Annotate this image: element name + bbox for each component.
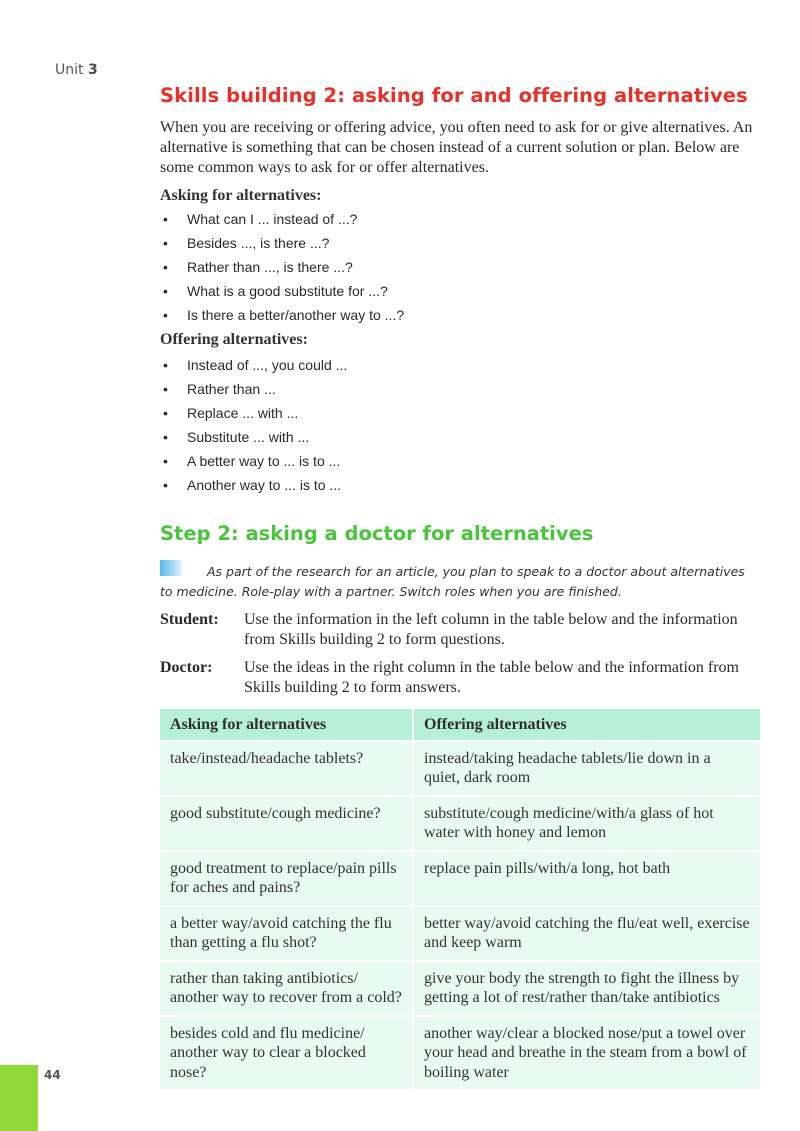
table-header-row	[160, 709, 760, 741]
doctor-label: Doctor:	[160, 659, 213, 676]
skills-building-heading: Skills building 2: asking for and offering alternatives	[160, 84, 748, 107]
table-row	[160, 796, 760, 851]
step2-heading: Step 2: asking a doctor for alternatives	[160, 522, 594, 545]
alternatives-table	[160, 709, 760, 1089]
table-cell: good treatment to replace/pain pills for aches and pains?	[160, 851, 413, 906]
doctor-role	[160, 658, 760, 698]
task-instructions: As part of the research for an article, you plan to speak to a doctor about alternatives to medicine. Role-play with a partner. Switch roles when you are finished.	[160, 564, 745, 599]
offering-heading: Offering alternatives:	[160, 331, 308, 348]
offering-item: • Instead of ..., you could ...	[160, 353, 347, 377]
student-role	[160, 610, 760, 650]
table-cell: give your body the strength to fight the illness by getting a lot of rest/rather than/take antibiotics	[413, 961, 760, 1016]
table-cell: better way/avoid catching the flu/eat well, exercise and keep warm	[413, 906, 760, 961]
table-row	[160, 961, 760, 1016]
table-cell: replace pain pills/with/a long, hot bath	[413, 851, 760, 906]
column-header: Asking for alternatives	[160, 709, 413, 741]
unit-label	[55, 62, 98, 78]
table-cell: a better way/avoid catching the flu than getting a flu shot?	[160, 906, 413, 961]
offering-item: • Rather than ...	[160, 377, 347, 401]
asking-item: • What can I ... instead of ...?	[160, 207, 404, 231]
table-cell: rather than taking antibiotics/ another way to recover from a cold?	[160, 961, 413, 1016]
offering-item: • A better way to ... is to ...	[160, 449, 347, 473]
table-cell: substitute/cough medicine/with/a glass of hot water with honey and lemon	[413, 796, 760, 851]
asking-heading: Asking for alternatives:	[160, 187, 322, 204]
table-cell: instead/taking headache tablets/lie down in a quiet, dark room	[413, 741, 760, 796]
offering-item: • Replace ... with ...	[160, 401, 347, 425]
page-color-bar	[0, 1065, 38, 1131]
asking-item: • Is there a better/another way to ...?	[160, 303, 404, 327]
unit-number: 3	[87, 62, 98, 78]
doctor-text: Use the ideas in the right column in the table below and the information from Skills building 2 to form answers.	[244, 659, 739, 696]
asking-item: • Besides ..., is there ...?	[160, 231, 404, 255]
table-cell: good substitute/cough medicine?	[160, 796, 413, 851]
table-cell: take/instead/headache tablets?	[160, 741, 413, 796]
asking-list	[160, 207, 404, 327]
offering-item: • Another way to ... is to ...	[160, 473, 347, 497]
student-label: Student:	[160, 611, 219, 628]
table-cell: another way/clear a blocked nose/put a towel over your head and breathe in the steam from a bowl of boiling water	[413, 1016, 760, 1090]
table-cell: besides cold and flu medicine/ another way to clear a blocked nose?	[160, 1016, 413, 1090]
table-row	[160, 1016, 760, 1090]
asking-item: • Rather than ..., is there ...?	[160, 255, 404, 279]
table-row	[160, 906, 760, 961]
student-text: Use the information in the left column in the table below and the information from Skills building 2 to form questions.	[244, 611, 738, 648]
unit-prefix: Unit	[55, 62, 84, 78]
column-header: Offering alternatives	[413, 709, 760, 741]
asking-item: • What is a good substitute for ...?	[160, 279, 404, 303]
table-row	[160, 741, 760, 796]
offering-item: • Substitute ... with ...	[160, 425, 347, 449]
table-row	[160, 851, 760, 906]
intro-paragraph: When you are receiving or offering advice, you often need to ask for or give alternatives. An alternative is something that can be chosen instead of a current solution or plan. Below are some common ways to ask for or offer alternatives.	[160, 119, 753, 176]
page-number: 44	[44, 1068, 61, 1082]
offering-list	[160, 353, 347, 497]
